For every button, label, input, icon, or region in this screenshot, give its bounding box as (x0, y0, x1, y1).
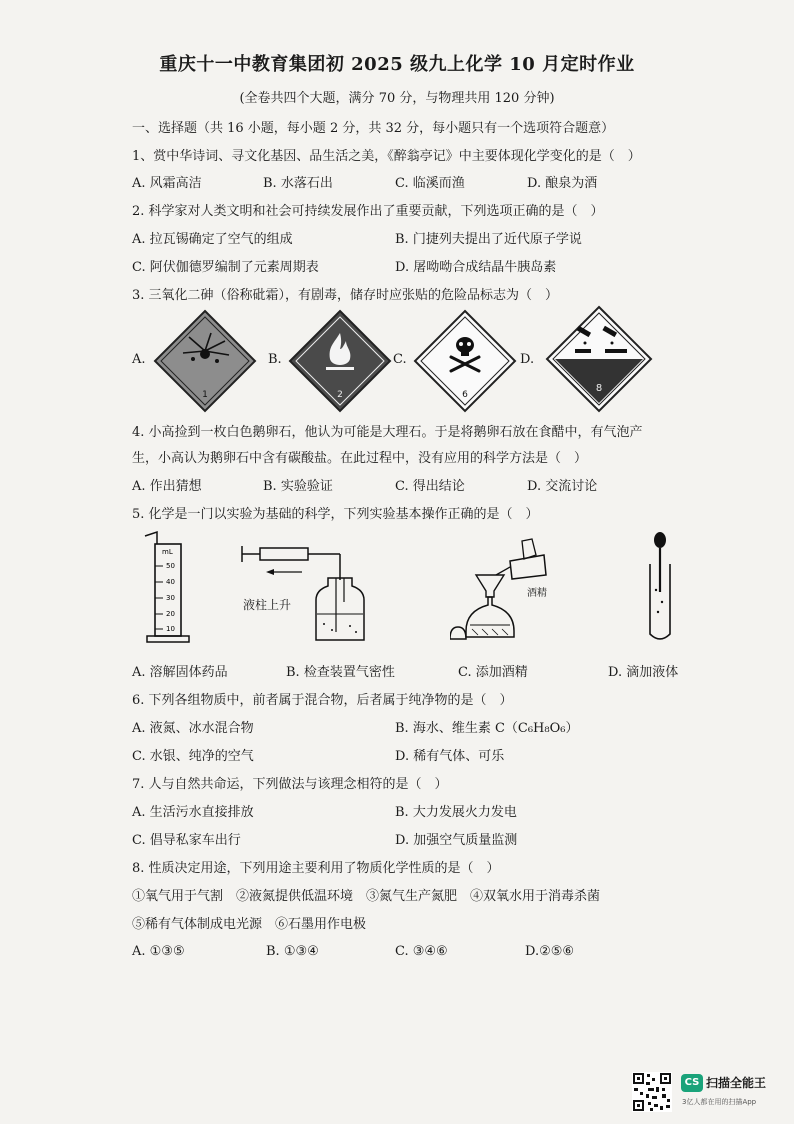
question-4-option-c[interactable]: C. 得出结论 (395, 479, 465, 494)
question-6-option-c[interactable]: C. 水银、纯净的空气 (132, 749, 254, 764)
question-6-option-b[interactable]: B. 海水、维生素 C（C₆H₈O₆） (395, 721, 579, 736)
question-5-option-d[interactable]: D. 滴加液体 (608, 665, 679, 680)
explosive-sign-icon (153, 309, 257, 413)
question-8-stem: 8. 性质决定用途，下列用途主要利用了物质化学性质的是（ ） (132, 861, 500, 876)
cylinder-tick-50: 50 (166, 562, 175, 570)
cylinder-tick-40: 40 (166, 578, 175, 586)
question-8-option-b[interactable]: B. ①③④ (266, 944, 319, 959)
camscanner-slogan: 3亿人都在用的扫描App (682, 1098, 757, 1106)
question-2-option-c[interactable]: C. 阿伏伽德罗编制了元素周期表 (132, 260, 319, 275)
question-2-option-b[interactable]: B. 门捷列夫提出了近代原子学说 (395, 232, 582, 247)
question-8-items-line1: ①氧气用于气割 ②液氮提供低温环境 ③氮气生产氮肥 ④双氧水用于消毒杀菌 (132, 889, 601, 904)
question-8-items-line2: ⑤稀有气体制成电光源 ⑥石墨用作电极 (132, 917, 367, 932)
sign-c-number: 6 (462, 390, 468, 400)
section-heading: 一、选择题（共 16 小题，每小题 2 分，共 32 分，每小题只有一个选项符合题意） (132, 121, 615, 136)
question-5-option-b[interactable]: B. 检查装置气密性 (286, 665, 395, 680)
question-2-option-a[interactable]: A. 拉瓦锡确定了空气的组成 (132, 232, 293, 247)
cylinder-tick-30: 30 (166, 594, 175, 602)
question-2-option-d[interactable]: D. 屠呦呦合成结晶牛胰岛素 (395, 260, 557, 275)
camscanner-name: 扫描全能王 (706, 1076, 767, 1090)
corrosive-sign-icon (545, 305, 653, 413)
cylinder-tick-10: 10 (166, 625, 175, 633)
question-8-option-c[interactable]: C. ③④⑥ (395, 944, 448, 959)
question-6-option-d[interactable]: D. 稀有气体、可乐 (395, 749, 505, 764)
alcohol-label: 酒精 (527, 588, 547, 599)
question-4-option-d[interactable]: D. 交流讨论 (527, 479, 598, 494)
alcohol-lamp-filling-icon (450, 535, 570, 645)
question-6-option-a[interactable]: A. 液氮、冰水混合物 (132, 721, 254, 736)
question-1-option-d[interactable]: D. 酿泉为酒 (527, 176, 598, 191)
question-4-stem-line2: 生，小高认为鹅卵石中含有碳酸盐。在此过程中，没有应用的科学方法是（ ） (132, 451, 588, 466)
page-title: 重庆十一中教育集团初 2025 级九上化学 10 月定时作业 (159, 54, 635, 75)
graduated-cylinder-icon (135, 530, 195, 648)
question-7-option-b[interactable]: B. 大力发展火力发电 (395, 805, 517, 820)
question-1-stem: 1、赏中华诗词、寻文化基因、品生活之美，《醉翁亭记》中主要体现化学变化的是（ ） (132, 149, 641, 164)
question-3-option-c[interactable]: C. (393, 352, 407, 367)
page-subtitle: (全卷共四个大题，满分 70 分，与物理共用 120 分钟) (239, 91, 555, 106)
question-8-option-d[interactable]: D.②⑤⑥ (525, 944, 575, 959)
question-5-stem: 5. 化学是一门以实验为基础的科学，下列实验基本操作正确的是（ ） (132, 507, 539, 522)
question-1-option-c[interactable]: C. 临溪而渔 (395, 176, 465, 191)
question-1-option-a[interactable]: A. 风霜高洁 (132, 176, 202, 191)
question-3-option-b[interactable]: B. (268, 352, 282, 367)
question-1-option-b[interactable]: B. 水落石出 (263, 176, 333, 191)
qr-code-icon[interactable] (632, 1072, 672, 1112)
question-6-stem: 6. 下列各组物质中，前者属于混合物，后者属于纯净物的是（ ） (132, 693, 513, 708)
question-8-option-a[interactable]: A. ①③⑤ (132, 944, 185, 959)
question-5-option-c[interactable]: C. 添加酒精 (458, 665, 528, 680)
flammable-sign-icon (288, 309, 392, 413)
camscanner-logo: CS (681, 1074, 703, 1092)
sign-d-number: 8 (595, 383, 603, 394)
question-7-option-c[interactable]: C. 倡导私家车出行 (132, 833, 241, 848)
toxic-sign-icon (413, 309, 517, 413)
question-7-stem: 7. 人与自然共命运，下列做法与该理念相符的是（ ） (132, 777, 448, 792)
cylinder-unit: mL (162, 548, 173, 556)
sign-a-number: 1 (202, 390, 208, 400)
question-3-option-a[interactable]: A. (132, 352, 146, 367)
question-4-option-b[interactable]: B. 实验验证 (263, 479, 333, 494)
airtightness-apparatus-icon (240, 540, 380, 645)
question-4-option-a[interactable]: A. 作出猜想 (132, 479, 202, 494)
cylinder-tick-20: 20 (166, 610, 175, 618)
question-7-option-d[interactable]: D. 加强空气质量监测 (395, 833, 518, 848)
question-5-option-a[interactable]: A. 溶解固体药品 (132, 665, 228, 680)
question-4-stem: 4. 小高捡到一枚白色鹅卵石，他认为可能是大理石。于是将鹅卵石放在食醋中，有气泡产 (132, 425, 643, 440)
dropper-test-tube-icon (640, 530, 680, 648)
question-3-stem: 3. 三氧化二砷（俗称砒霜），有剧毒，储存时应张贴的危险品标志为（ ） (132, 288, 559, 303)
question-7-option-a[interactable]: A. 生活污水直接排放 (132, 805, 254, 820)
sign-b-number: 2 (337, 390, 343, 400)
question-3-option-d[interactable]: D. (520, 352, 535, 367)
liquid-rise-label: 液柱上升 (243, 598, 292, 612)
question-2-stem: 2. 科学家对人类文明和社会可持续发展作出了重要贡献，下列选项正确的是（ ） (132, 204, 604, 219)
